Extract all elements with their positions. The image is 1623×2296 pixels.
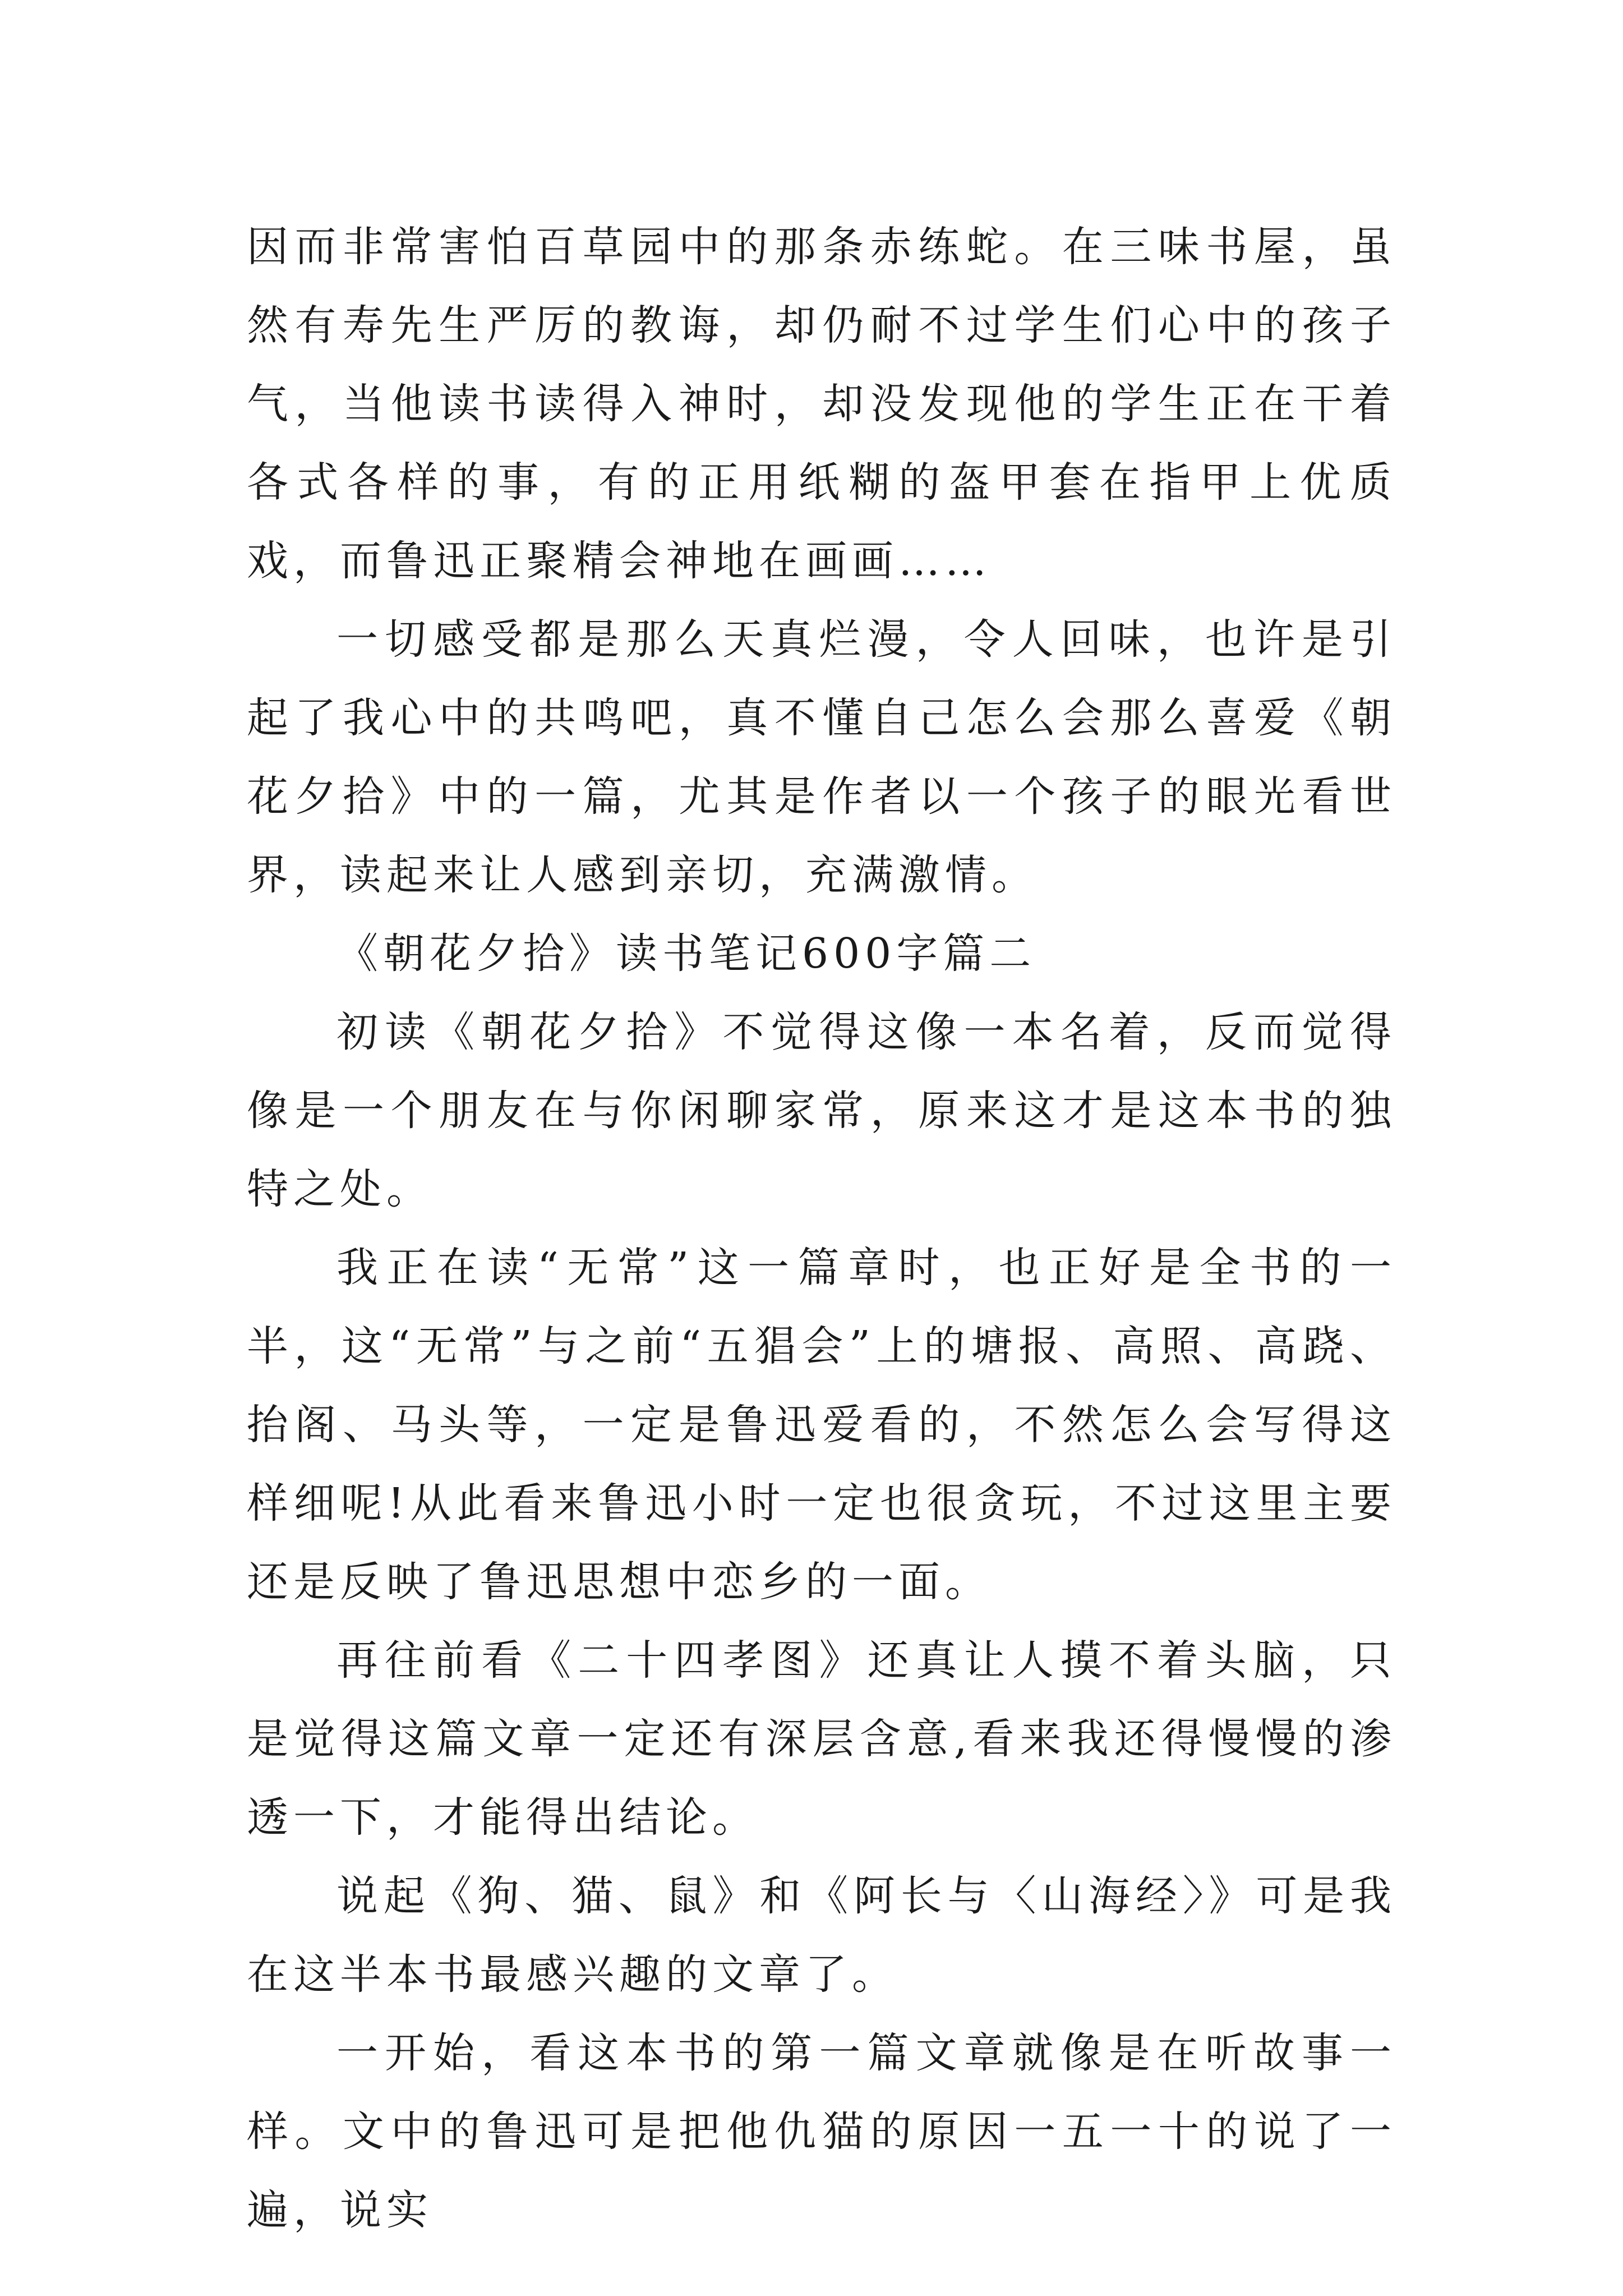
section-paragraph-4: 说起《狗、猫、鼠》和《阿长与〈山海经〉》可是我在这半本书最感兴趣的文章了。 (247, 1872, 1396, 1999)
paragraph-1: 因而非常害怕百草园中的那条赤练蛇。在三味书屋，虽然有寿先生严厉的教诲，却仍耐不过学生们心中的孩子气，当他读书读得入神时，却没发现他的学生正在干着各式各样的事，有的正用纸糊的盔甲套在指甲上优质戏，而鲁迅正聚精会神地在画画…… (247, 223, 1396, 585)
document-body (247, 208, 1396, 2249)
section-heading: 《朝花夕拾》读书笔记600字篇二 (336, 930, 1036, 978)
paragraph-2: 一切感受都是那么天真烂漫，令人回味，也许是引起了我心中的共鸣吧，真不懂自己怎么会那么喜爱《朝花夕拾》中的一篇，尤其是作者以一个孩子的眼光看世界，读起来让人感到亲切，充满激情。 (247, 615, 1396, 899)
section-paragraph-5: 一开始，看这本书的第一篇文章就像是在听故事一样。文中的鲁迅可是把他仇猫的原因一五一十的说了一遍，说实 (247, 2029, 1396, 2234)
section-paragraph-2: 我正在读“无常”这一篇章时，也正好是全书的一半，这“无常”与之前“五猖会”上的塘报、高照、高跷、抬阁、马头等，一定是鲁迅爱看的，不然怎么会写得这样细呢!从此看来鲁迅小时一定也很贪玩，不过这里主要还是反映了鲁迅思想中恋乡的一面。 (247, 1244, 1396, 1606)
section-paragraph-1: 初读《朝花夕拾》不觉得这像一本名着，反而觉得像是一个朋友在与你闲聊家常，原来这才是这本书的独特之处。 (247, 1008, 1396, 1213)
section-paragraph-3: 再往前看《二十四孝图》还真让人摸不着头脑，只是觉得这篇文章一定还有深层含意,看来我还得慢慢的渗透一下，才能得出结论。 (247, 1636, 1396, 1842)
